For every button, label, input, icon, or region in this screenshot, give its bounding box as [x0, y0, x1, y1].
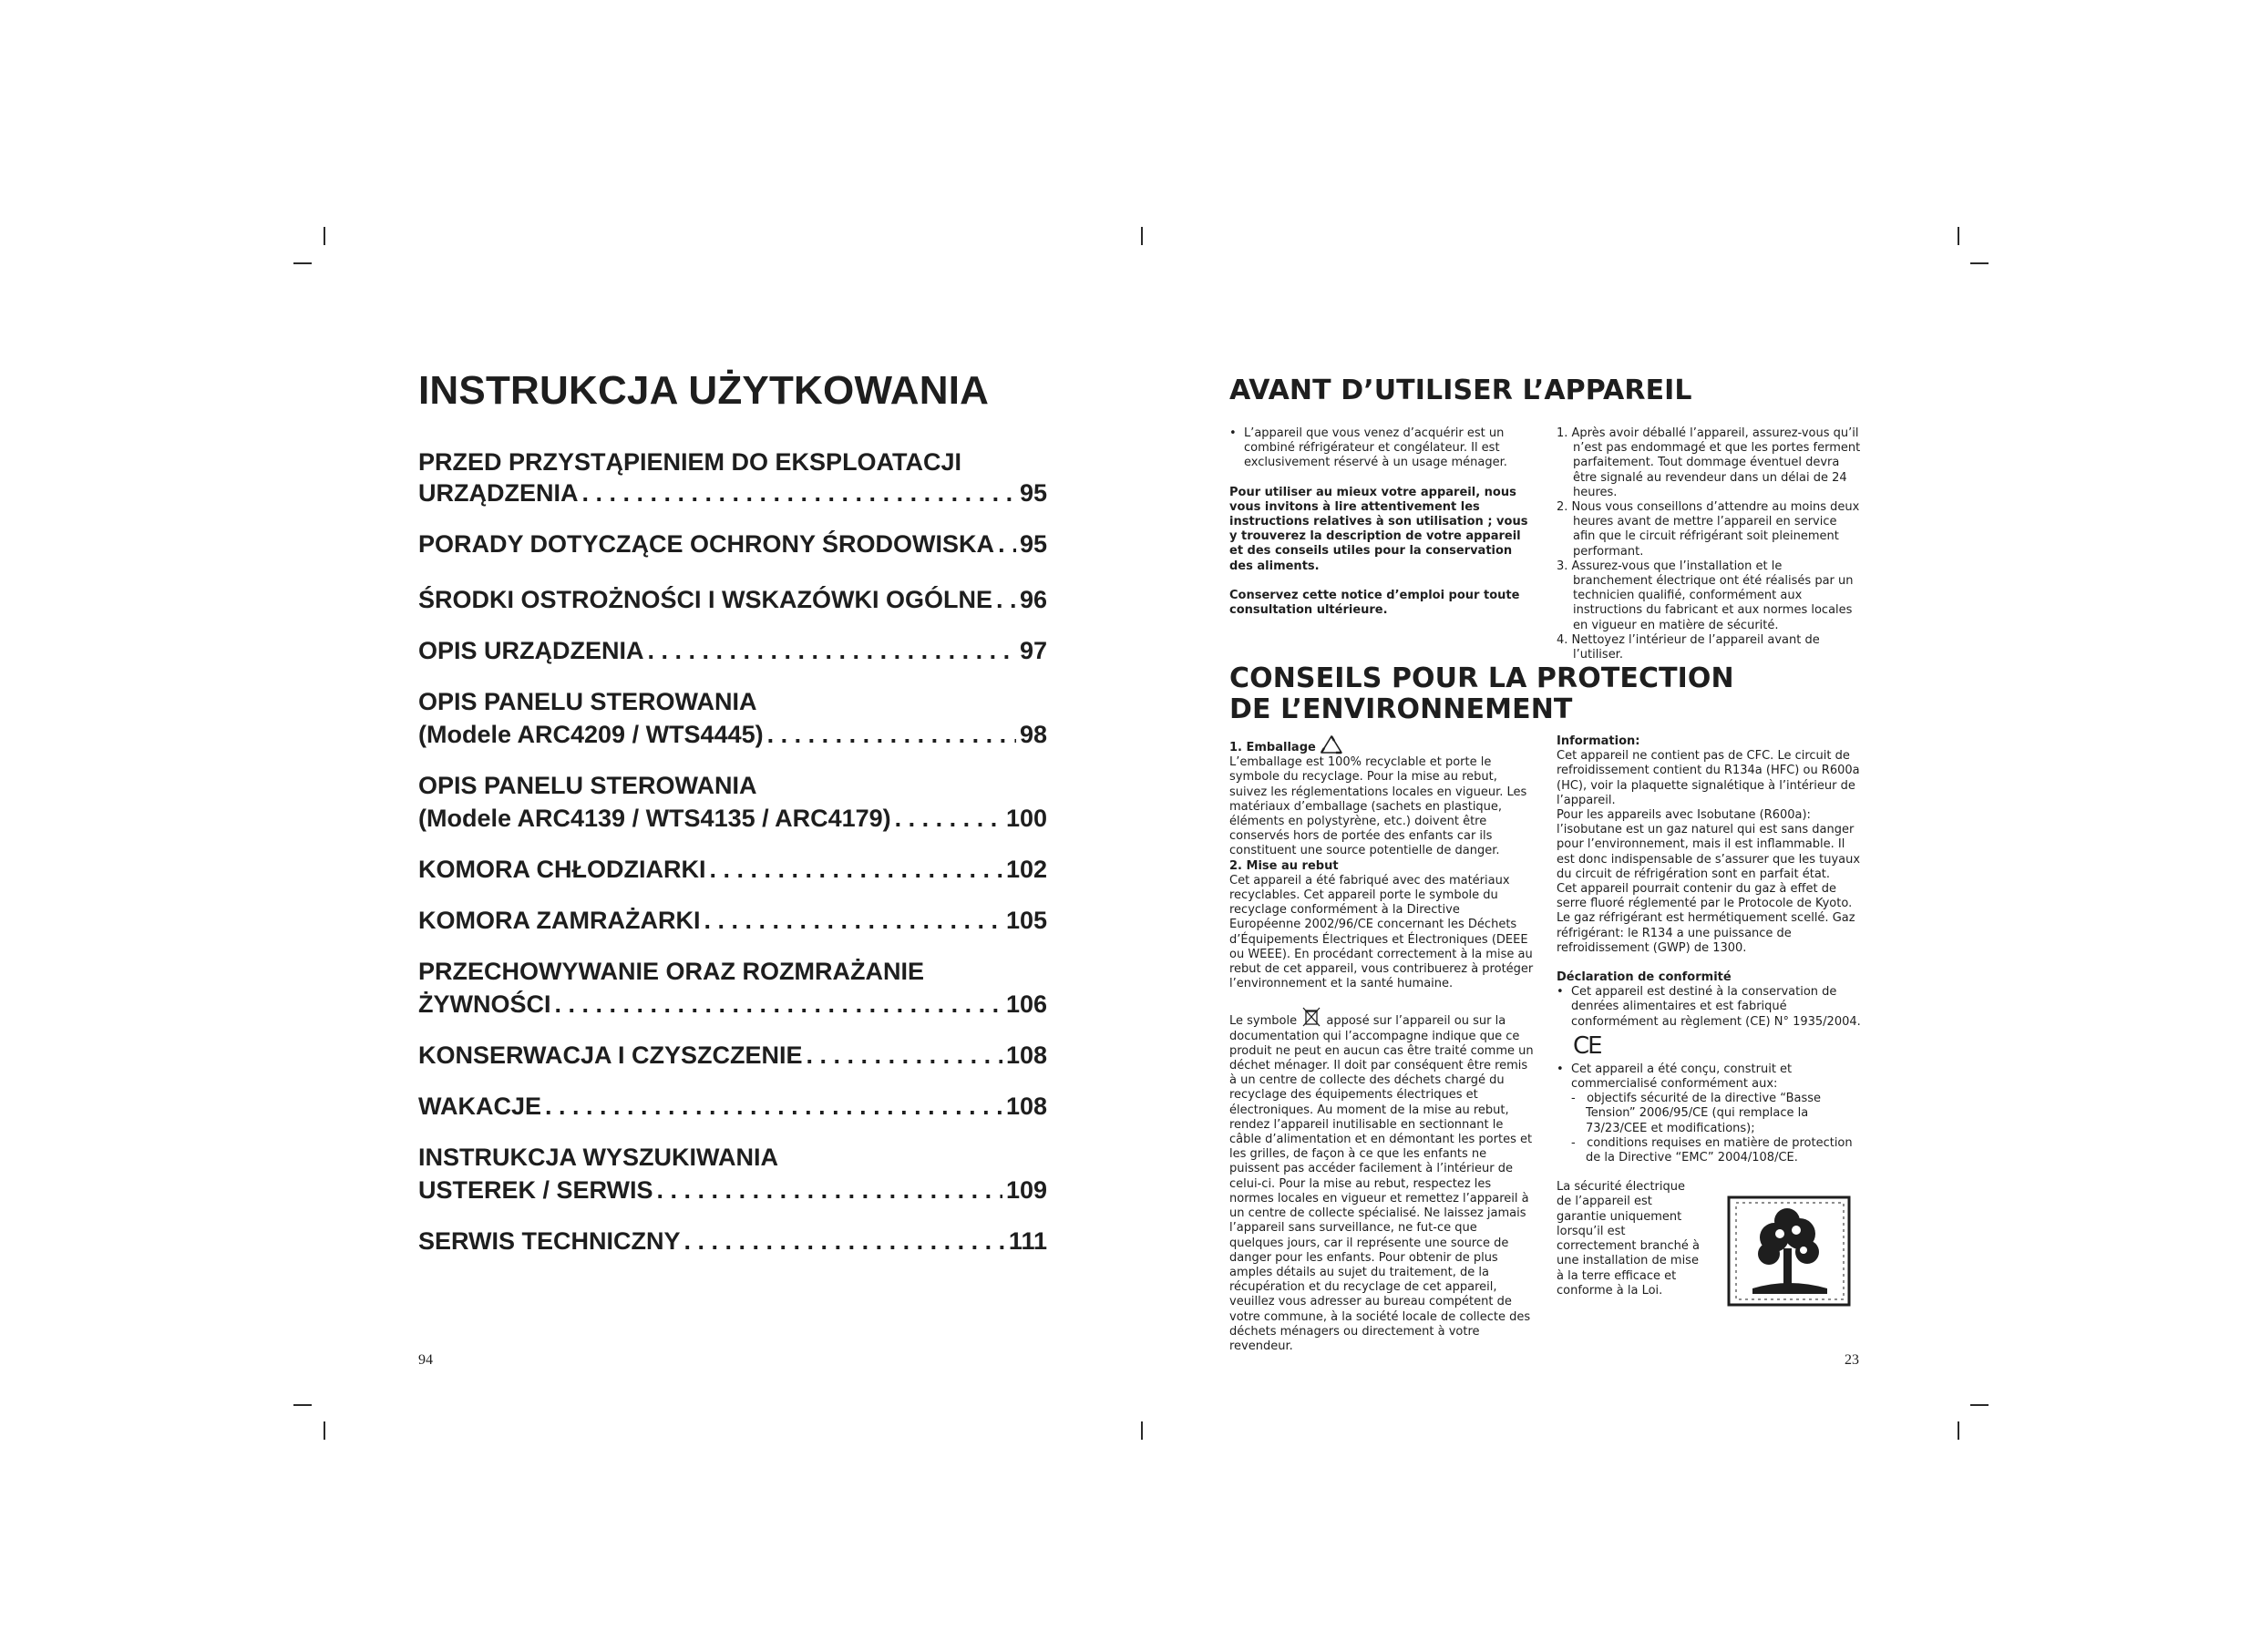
toc-item[interactable]	[418, 584, 1047, 615]
toc-item[interactable]	[418, 956, 1047, 1020]
toc-leader	[684, 1226, 1005, 1257]
toc-item[interactable]	[418, 446, 1047, 508]
toc-item-title: (Modele ARC4209 / WTS4445)	[418, 721, 764, 748]
declaration-heading: Déclaration de conformité	[1557, 970, 1732, 985]
section-heading-environnement	[1229, 663, 1734, 725]
toc-item[interactable]	[418, 770, 1047, 834]
toc-item[interactable]	[418, 686, 1047, 750]
crop-mark	[293, 262, 312, 264]
toc-item-title-line: PRZED PRZYSTĄPIENIEM DO EKSPLOATACJI	[418, 448, 962, 476]
crop-mark	[1141, 1421, 1143, 1440]
electrical-safety-text: La sécurité électrique de l’appareil est garantie uniquement lorsqu’il est correctement branché à une installation de mise à la terre efficace et conforme à la Loi.	[1557, 1180, 1700, 1298]
crop-mark	[1958, 227, 1959, 245]
toc-item-title: KOMORA ZAMRAŻARKI	[418, 907, 701, 934]
toc-item-title: PORADY DOTYCZĄCE OCHRONY ŚRODOWISKA	[418, 530, 995, 558]
toc-item[interactable]	[418, 854, 1047, 885]
toc-item-title-line: INSTRUKCJA WYSZUKIWANIA	[418, 1144, 778, 1171]
isobutane-text: Pour les appareils avec Isobutane (R600a): l’isobutane est un gaz naturel qui est sans danger pour l’environnement, mais il est inflammable. Il est donc indispensable de s’assurer que les tuyaux du circuit de réfrigération sont en parfait état.	[1557, 808, 1861, 881]
toc-item-title: KONSERWACJA I CZYSZCZENIE	[418, 1041, 803, 1069]
heading-line: DE L’ENVIRONNEMENT	[1229, 693, 1573, 725]
toc-item-title: SERWIS TECHNICZNY	[418, 1227, 681, 1255]
crop-mark	[1141, 227, 1143, 245]
intro-bullet: • L’appareil que vous venez d’acquérir est un combiné réfrigérateur et congélateur. Il est exclusivement réservé à un usage ménager.	[1229, 426, 1507, 470]
toc-item-title: USTEREK / SERWIS	[418, 1176, 653, 1204]
toc-page-number: 95	[1019, 479, 1047, 507]
kyoto-text: Cet appareil pourrait contenir du gaz à effet de serre fluoré réglementé par le Protocole de Kyoto. Le gaz réfrigérant est hermétiquement scellé. Gaz réfrigérant: le R134 a une puissance de refroidissement (GWP) de 1300.	[1557, 882, 1855, 955]
crossed-bin-icon	[1300, 1006, 1322, 1028]
step-item: 1. Après avoir déballé l’appareil, assurez-vous qu’il n’est pas endommagé et que les portes ferment parfaitement. Tout dommage éventuel devra être signalé au revendeur dans un délai de 24 heures.	[1557, 426, 1861, 499]
toc-item-title: URZĄDZENIA	[418, 479, 579, 507]
directive-item: - objectifs sécurité de la directive “Basse Tension” 2006/95/CE (qui remplace la 73/23/CEE et modifications);	[1571, 1092, 1822, 1135]
toc-item-title-line: PRZECHOWYWANIE ORAZ ROZMRAŻANIE	[418, 958, 924, 985]
toc-item-title: ŚRODKI OSTROŻNOŚCI I WSKAZÓWKI OGÓLNE	[418, 586, 992, 613]
toc-page-number: 100	[1005, 805, 1047, 832]
toc-leader	[895, 803, 1002, 834]
toc-leader	[555, 989, 1002, 1020]
page-title: INSTRUKCJA UŻYTKOWANIA	[418, 368, 990, 413]
information-text: Cet appareil ne contient pas de CFC. Le circuit de refroidissement contient du R134a (HFC) ou R600a (HC), voir la plaquette signalétique à l’intérieur de l’appareil.	[1557, 749, 1860, 807]
page-number-left: 94	[418, 1352, 433, 1368]
emballage-heading: 1. Emballage	[1229, 734, 1535, 755]
toc-page-number: 111	[1008, 1227, 1047, 1255]
table-of-contents	[418, 446, 1047, 1257]
crop-mark	[324, 227, 325, 245]
toc-page-number: 95	[1019, 530, 1047, 558]
weee-text: Le symbole apposé sur l’appareil ou sur la documentation qui l’accompagne indique que ce produit ne peut en aucun cas être traité comme un déchet ménager. Il doit par conséquent être remis à un centre de collecte des déchets chargé du recyclage des équipements électriques et électroniques. Au moment de la mise au rebut, rendez l’appareil inutilisable en sectionnant le câble d’alimentation et en démontant les portes et les grilles, de façon à ce que les enfants ne puissent pas accéder facilement à l’intérieur de celui-ci. Pour la mise au rebut, respectez les normes locales en vigueur et remettez l’appareil à un centre de collecte spécialisé. Ne laissez jamais l’appareil sans surveillance, ne fut-ce que quelques jours, car il représente une source de danger pour les enfants. Pour obtenir de plus amples détails au sujet du traitement, de la récupération et du recyclage de cet appareil, veuillez vous adresser au bureau compétent de votre commune, à la société locale de collecte des déchets ménagers ou directement à votre revendeur.	[1229, 1006, 1535, 1354]
toc-leader	[704, 905, 1002, 936]
directive-item: - conditions requises en matière de protection de la Directive “EMC” 2004/108/CE.	[1571, 1135, 1853, 1165]
toc-item[interactable]	[418, 1091, 1047, 1122]
toc-item[interactable]	[418, 1040, 1047, 1071]
toc-item-title-line: OPIS PANELU STEROWANIA	[418, 688, 757, 715]
toc-item-title: WAKACJE	[418, 1093, 542, 1120]
toc-page-number: 108	[1005, 1041, 1047, 1069]
heading-line: CONSEILS POUR LA PROTECTION	[1229, 662, 1734, 694]
crop-mark	[1958, 1421, 1959, 1440]
toc-item[interactable]	[418, 1142, 1047, 1206]
toc-leader	[998, 528, 1016, 559]
toc-leader	[545, 1091, 1002, 1122]
ce-mark: CE	[1573, 1031, 1601, 1060]
rebut-heading: 2. Mise au rebut	[1229, 858, 1339, 873]
emballage-text: L’emballage est 100% recyclable et porte le symbole du recyclage. Pour la mise au rebut, suivez les réglementations locales en vigueur. Les matériaux d’emballage (sachets en plastique, éléments en polystyrène, etc.) doivent être conservés hors de portée des enfants car ils constituent une source potentielle de danger.	[1229, 755, 1527, 858]
toc-page-number: 97	[1019, 637, 1047, 664]
toc-item-title: OPIS URZĄDZENIA	[418, 637, 644, 664]
toc-leader	[657, 1175, 1002, 1206]
toc-leader	[996, 584, 1016, 615]
declaration-bullet: • Cet appareil a été conçu, construit et commercialisé conformément aux:	[1557, 1062, 1793, 1092]
toc-item[interactable]	[418, 1226, 1047, 1257]
toc-page-number: 108	[1005, 1093, 1047, 1120]
section-heading-avant: AVANT D’UTILISER L’APPAREIL	[1229, 375, 1692, 406]
toc-page-number: 109	[1005, 1176, 1047, 1204]
toc-page-number: 105	[1005, 907, 1047, 934]
toc-item[interactable]	[418, 528, 1047, 559]
crop-mark	[324, 1421, 325, 1440]
crop-mark	[1970, 1404, 1989, 1406]
toc-item[interactable]	[418, 635, 1047, 666]
toc-page-number: 102	[1005, 856, 1047, 883]
step-item: 3. Assurez-vous que l’installation et le branchement électrique ont été réalisés par un technicien qualifié, conformément aux instructions du fabricant et aux normes locales en vigueur en matière de sécurité.	[1557, 559, 1854, 632]
rebut-text: Cet appareil a été fabriqué avec des matériaux recyclables. Cet appareil porte le symbole du recyclage conformément à la Directive Européenne 2002/96/CE concernant les Déchets d’Équipements Électriques et Électroniques (DEEE ou WEEE). En procédant correctement à la mise au rebut de cet appareil, vous contribuerez à protéger l’environnement et la santé humaine.	[1229, 873, 1534, 991]
avant-right-column	[1557, 426, 1862, 662]
crop-mark	[1970, 262, 1989, 264]
toc-page-number: 98	[1019, 721, 1047, 748]
step-item: 2. Nous vous conseillons d’attendre au moins deux heures avant de mettre l’appareil en service afin que le circuit réfrigérant soit pleinement performant.	[1557, 500, 1860, 559]
toc-leader	[648, 635, 1016, 666]
page-number-right: 23	[1845, 1352, 1859, 1368]
step-item: 4. Nettoyez l’intérieur de l’appareil avant de l’utiliser.	[1557, 632, 1820, 662]
toc-leader	[807, 1040, 1002, 1071]
toc-page-number: 106	[1005, 990, 1047, 1018]
intro-bold-text: Pour utiliser au mieux votre appareil, nous vous invitons à lire attentivement les instructions relatives à son utilisation ; vous y trouverez la description de votre appareil et des conseils utiles pour la conservation des aliments.	[1229, 485, 1528, 573]
toc-item[interactable]	[418, 905, 1047, 936]
toc-leader	[767, 719, 1016, 750]
recycle-triangle-icon	[1320, 734, 1343, 754]
environment-left-column	[1229, 734, 1535, 1354]
toc-page-number: 96	[1019, 586, 1047, 613]
toc-item-title: (Modele ARC4139 / WTS4135 / ARC4179)	[418, 805, 891, 832]
toc-item-title: KOMORA CHŁODZIARKI	[418, 856, 706, 883]
toc-leader	[582, 477, 1016, 508]
information-heading: Information:	[1557, 734, 1640, 748]
tree-illustration-icon	[1725, 1194, 1853, 1308]
toc-item-title: ŻYWNOŚCI	[418, 990, 551, 1018]
declaration-bullet: • Cet appareil est destiné à la conservation de denrées alimentaires et est fabriqué conformément au règlement (CE) N° 1935/2004.	[1557, 985, 1861, 1029]
toc-leader	[709, 854, 1002, 885]
toc-item-title-line: OPIS PANELU STEROWANIA	[418, 772, 757, 799]
avant-left-column	[1229, 426, 1530, 618]
crop-mark	[293, 1404, 312, 1406]
keep-notice-text: Conservez cette notice d’emploi pour toute consultation ultérieure.	[1229, 588, 1520, 618]
